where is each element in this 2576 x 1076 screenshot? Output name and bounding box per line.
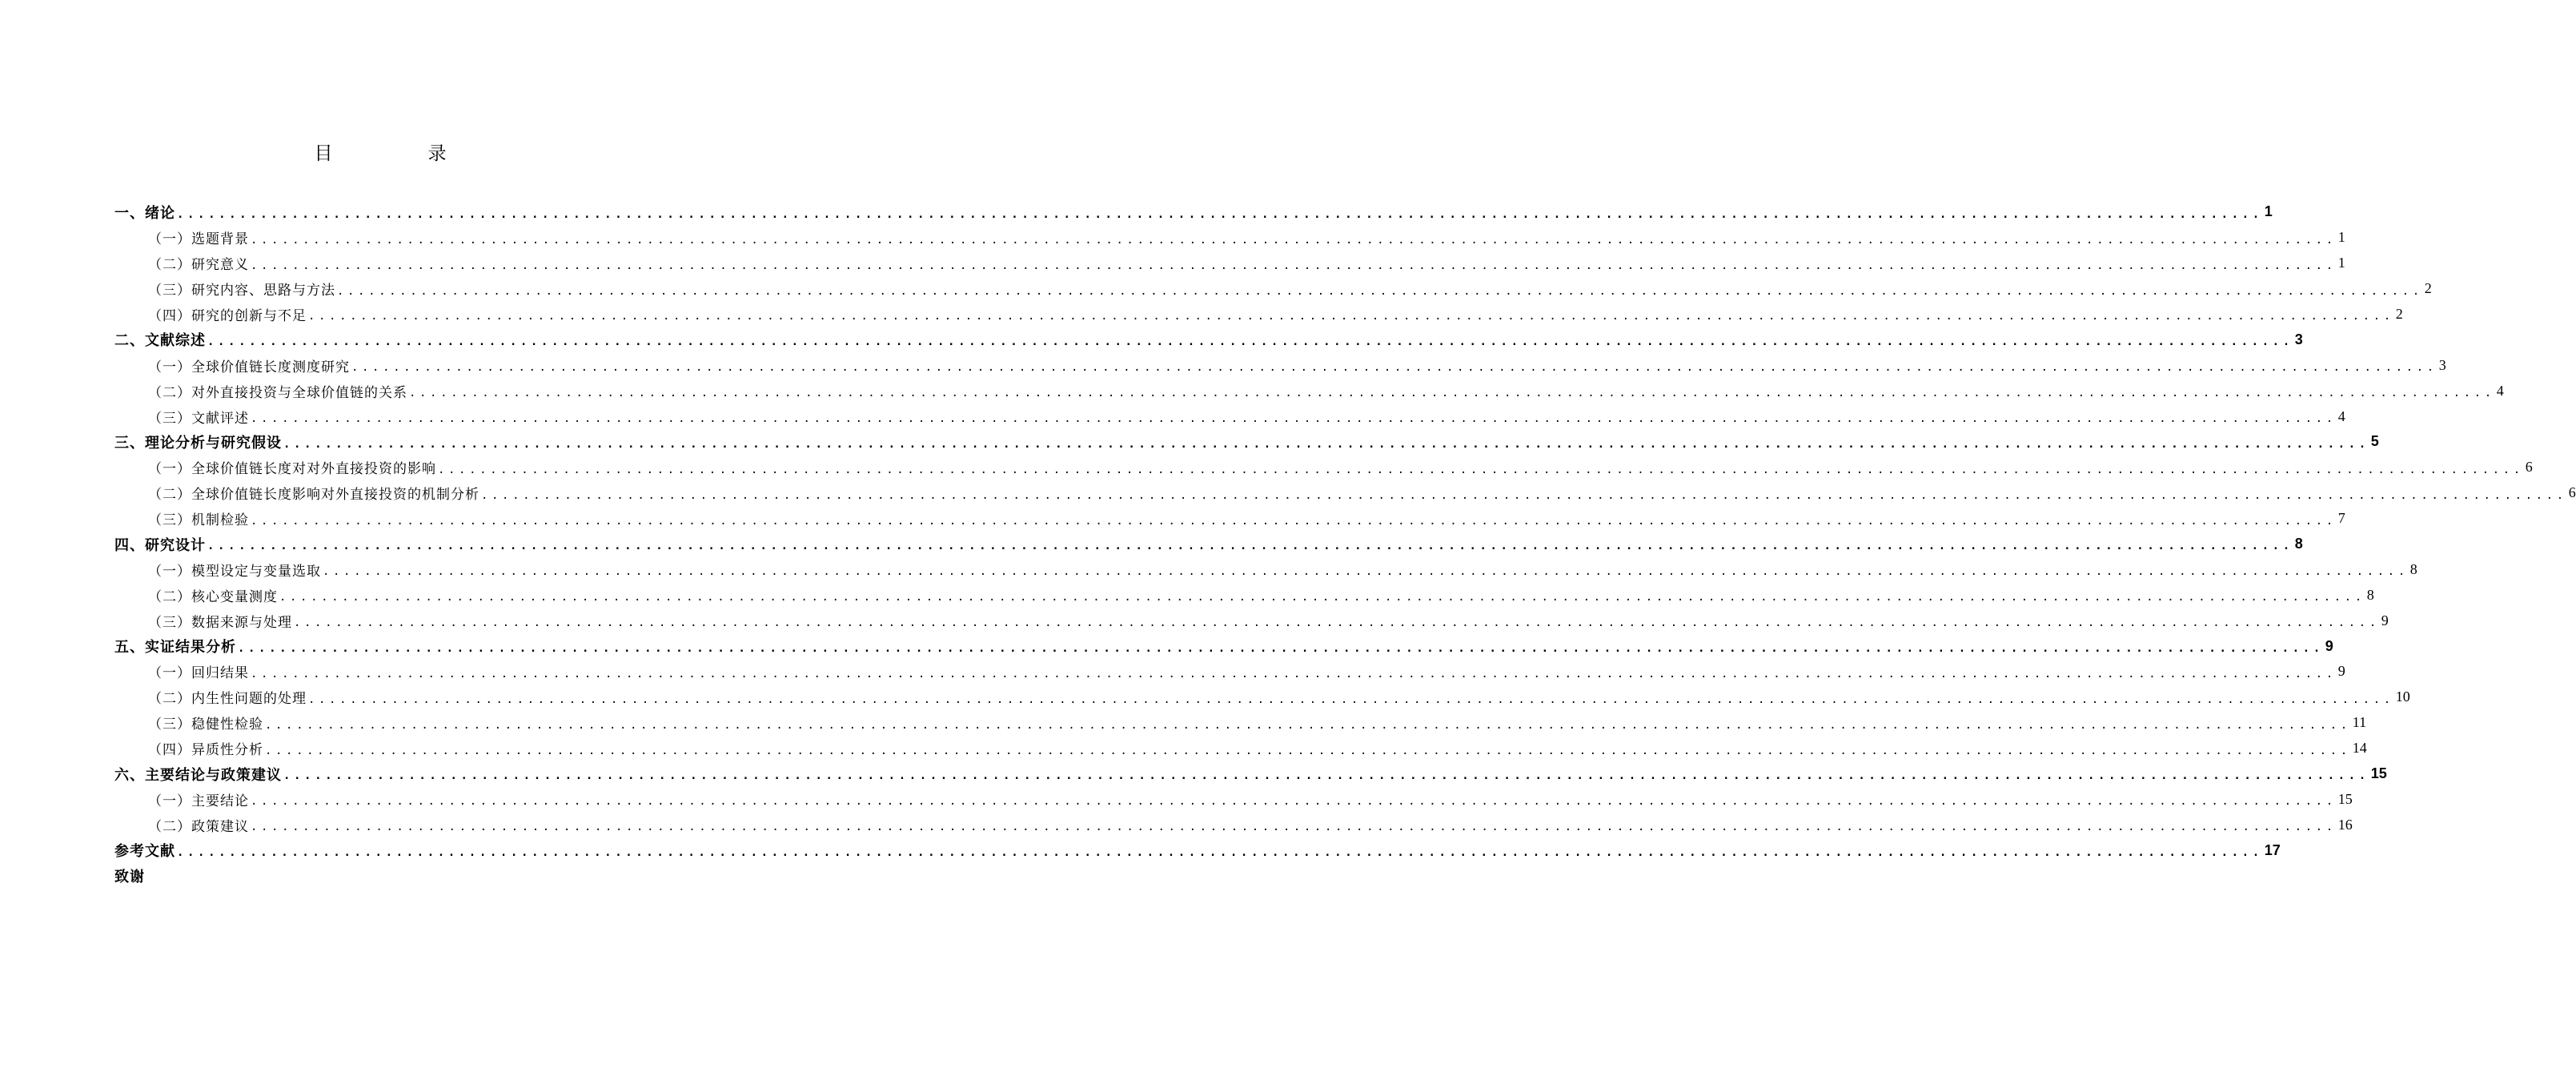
toc-entry-label: 三、理论分析与研究假设 [114,434,282,452]
dot-leader: ........................................................................................................................................................................................................ [308,310,2394,323]
toc-entry-label: （二）核心变量测度 [148,588,278,605]
toc-entry-label: （一）选题背景 [148,231,249,248]
toc-entry-label: （三）稳健性检验 [148,717,263,733]
dot-leader: ........................................................................................................................................................................................................ [438,463,2524,476]
toc-entry-page-number: 10 [2395,689,2410,705]
toc-entry-page-number: 16 [2337,816,2353,833]
toc-entry-page-number: 4 [2496,382,2504,399]
dot-leader: ........................................................................................................................................................................................................ [251,667,2337,681]
toc-title: 目 录 [314,143,485,164]
toc-entry-label: 二、文献综述 [114,332,206,350]
dot-leader: ........................................................................................................................................................................................................ [177,846,2263,860]
toc-entry-label: 一、绪论 [114,204,175,222]
dot-leader: ........................................................................................................................................................................................................ [481,488,2567,502]
toc-chapter-entry[interactable] [114,327,2303,352]
toc-entry-page-number: 9 [2325,637,2333,654]
toc-chapter-entry[interactable] [114,837,2281,863]
toc-entry-label: （二）全球价值链长度影响对外直接投资的机制分析 [148,487,479,504]
toc-section-entry[interactable] [114,302,2403,327]
toc-entry-label: （一）回归结果 [148,665,249,682]
toc-section-entry[interactable] [114,455,2533,480]
dot-leader: ........................................................................................................................................................................................................ [323,565,2409,579]
toc-section-entry[interactable] [114,582,2374,608]
toc-entry-label: 参考文献 [114,843,175,861]
toc-section-entry[interactable] [114,659,2345,685]
dot-leader: ........................................................................................................................................................................................................ [283,437,2369,451]
toc-entry-label: 六、主要结论与政策建议 [114,766,282,784]
toc-entry-label: （二）政策建议 [148,818,249,835]
toc-section-entry[interactable] [114,225,2345,251]
toc-entry-page-number: 8 [2409,560,2418,577]
toc-entry-page-number: 15 [2370,765,2387,782]
dot-leader: ........................................................................................................................................................................................................ [207,335,2293,349]
toc-entry-page-number: 5 [2370,433,2379,450]
toc-section-entry[interactable] [114,736,2367,761]
toc-chapter-entry[interactable] [114,532,2303,557]
dot-leader: ........................................................................................................................................................................................................ [279,591,2365,604]
toc-section-entry[interactable] [114,276,2432,302]
dot-leader: ........................................................................................................................................................................................................ [238,642,2324,656]
toc-chapter-entry[interactable] [114,199,2273,225]
toc-section-entry[interactable] [114,685,2410,710]
toc-chapter-entry[interactable] [114,761,2387,787]
toc-section-entry[interactable] [114,608,2389,633]
dot-leader: ........................................................................................................................................................................................................ [177,207,2263,221]
dot-leader: ........................................................................................................................................................................................................ [265,744,2351,757]
dot-leader: ........................................................................................................................................................................................................ [283,769,2369,783]
toc-entry-label: （一）全球价值链长度测度研究 [148,359,350,375]
toc-section-entry[interactable] [114,506,2345,532]
toc-entry-page-number: 4 [2337,408,2345,424]
toc-section-entry[interactable] [114,556,2418,582]
dot-leader: ........................................................................................................................................................................................................ [337,284,2423,298]
toc-section-entry[interactable] [114,480,2576,506]
toc-entry-page-number: 6 [2568,484,2576,501]
dot-leader: ........................................................................................................................................................................................................ [308,693,2394,706]
toc-entry-label: 四、研究设计 [114,536,206,554]
toc-entry-page-number: 1 [2337,255,2345,271]
toc-entry-label: （一）主要结论 [148,793,249,809]
toc-entry-label: （三）数据来源与处理 [148,614,292,631]
dot-leader: ........................................................................................................................................................................................................ [251,412,2337,426]
toc-section-entry[interactable] [114,404,2345,429]
dot-leader: ........................................................................................................................................................................................................ [409,387,2495,400]
toc-entry-label: 致谢 [114,869,145,886]
toc-entry-label: （四）异质性分析 [148,742,263,759]
dot-leader: ........................................................................................................................................................................................................ [351,361,2438,375]
toc-chapter-entry[interactable] [114,863,670,889]
toc-section-entry[interactable] [114,786,2353,812]
toc-entry-page-number: 14 [2352,740,2367,757]
toc-chapter-entry[interactable] [114,633,2333,659]
toc-entry-label: （二）对外直接投资与全球价值链的关系 [148,384,407,401]
toc-entry-page-number: 6 [2525,459,2533,476]
toc-entry-label: （三）文献评述 [148,410,249,427]
toc-entry-label: （一）模型设定与变量选取 [148,563,321,580]
toc-entry-label: （二）研究意义 [148,257,249,274]
toc-entry-page-number: 2 [2424,280,2432,297]
toc-entry-label: （二）内生性问题的处理 [148,691,307,708]
toc-entry-page-number: 15 [2337,790,2353,807]
toc-entry-label: （三）研究内容、思路与方法 [148,283,335,299]
dot-leader: ........................................................................................................................................................................................................ [251,821,2337,834]
toc-entry-page-number: 17 [2264,841,2281,858]
toc-entry-page-number: 11 [2352,714,2367,731]
toc-section-entry[interactable] [114,710,2367,736]
toc-section-entry[interactable] [114,251,2345,276]
toc-entry-page-number: 3 [2438,356,2446,373]
dot-leader: ........................................................................................................................................................................................................ [251,259,2337,272]
toc-entry-label: （三）机制检验 [148,512,249,529]
toc-entry-label: （四）研究的创新与不足 [148,308,307,324]
toc-entry-page-number: 2 [2395,306,2403,322]
toc-entry-page-number: 7 [2337,510,2345,527]
toc-entry-page-number: 3 [2294,331,2303,347]
dot-leader: ........................................................................................................................................................................................................ [207,540,2293,553]
table-of-contents [114,199,2576,889]
dot-leader: ........................................................................................................................................................................................................ [265,718,2351,732]
toc-entry-label: 五、实证结果分析 [114,639,236,656]
toc-section-entry[interactable] [114,812,2353,837]
toc-entry-page-number: 9 [2337,663,2345,680]
dot-leader: ........................................................................................................................................................................................................ [251,795,2337,809]
dot-leader: ........................................................................................................................................................................................................ [251,233,2337,247]
toc-section-entry[interactable] [114,378,2504,404]
toc-entry-page-number: 9 [2381,612,2389,628]
toc-entry-page-number: 8 [2294,536,2303,552]
dot-leader: ........................................................................................................................................................................................................ [251,514,2337,528]
toc-entry-page-number: 8 [2366,586,2374,603]
toc-entry-page-number: 1 [2337,229,2345,246]
toc-chapter-entry[interactable] [114,429,2379,455]
toc-entry-page-number: 1 [2264,203,2273,220]
toc-entry-label: （一）全球价值链长度对对外直接投资的影响 [148,461,436,478]
toc-section-entry[interactable] [114,352,2446,378]
dot-leader: ........................................................................................................................................................................................................ [294,616,2380,630]
